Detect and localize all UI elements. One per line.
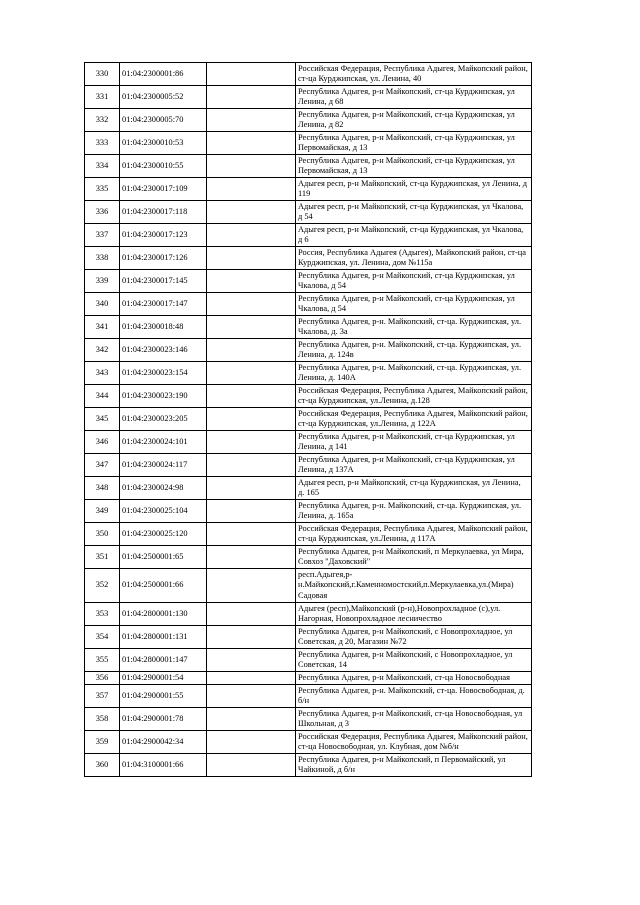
empty-cell: [207, 63, 296, 86]
row-number: 338: [85, 247, 120, 270]
cadastral-number: 01:04:2300017:123: [120, 224, 207, 247]
cadastral-number: 01:04:2500001:66: [120, 569, 207, 603]
row-number: 334: [85, 155, 120, 178]
table-row: [85, 155, 532, 178]
cadastral-number: 01:04:2800001:147: [120, 649, 207, 672]
address: респ.Адыгея,р-н.Майкопский,г.Каменномостский,п.Меркулаевка,ул.(Мира) Садовая: [296, 569, 532, 603]
cadastral-number: 01:04:2300018:48: [120, 316, 207, 339]
table-row: [85, 362, 532, 385]
table-row: [85, 63, 532, 86]
cadastral-number: 01:04:2900001:55: [120, 685, 207, 708]
empty-cell: [207, 293, 296, 316]
cadastral-number: 01:04:2300023:146: [120, 339, 207, 362]
empty-cell: [207, 500, 296, 523]
empty-cell: [207, 454, 296, 477]
cadastral-number: 01:04:2300024:98: [120, 477, 207, 500]
address: Республика Адыгея, р-н Майкопский, с Новопрохладное, ул Советская, д 20, Магазин №72: [296, 626, 532, 649]
cadastral-number: 01:04:2300010:55: [120, 155, 207, 178]
table-row: [85, 731, 532, 754]
address: Адыгея респ, р-н Майкопский, ст-ца Курджипская, ул Чкалова, д 54: [296, 201, 532, 224]
row-number: 340: [85, 293, 120, 316]
empty-cell: [207, 603, 296, 626]
address: Россия, Республика Адыгея (Адыгея), Майкопский район, ст-ца Курджипская, ул. Ленина, дом №115а: [296, 247, 532, 270]
empty-cell: [207, 754, 296, 777]
row-number: 342: [85, 339, 120, 362]
empty-cell: [207, 270, 296, 293]
address: Российская Федерация, Республика Адыгея, Майкопский район, ст-ца Курджипская, ул.Ленина, д 117А: [296, 523, 532, 546]
row-number: 349: [85, 500, 120, 523]
address: Республика Адыгея, р-н Майкопский, ст-ца Курджипская, ул Ленина, д 137А: [296, 454, 532, 477]
cadastral-number: 01:04:2300025:120: [120, 523, 207, 546]
empty-cell: [207, 685, 296, 708]
empty-cell: [207, 546, 296, 569]
empty-cell: [207, 201, 296, 224]
table-row: [85, 247, 532, 270]
table-row: [85, 86, 532, 109]
parcel-table: [84, 62, 532, 777]
address: Республика Адыгея, р-н Майкопский, ст-ца Новосвободная, ул Школьная, д 3: [296, 708, 532, 731]
address: Республика Адыгея, р-н. Майкопский, ст-ца. Курджипская, ул. Ленина, д. 124в: [296, 339, 532, 362]
table-row: [85, 339, 532, 362]
address: Российская Федерация, Республика Адыгея, Майкопский район, ст-ца Курджипская, ул. Ленина, 40: [296, 63, 532, 86]
address: Республика Адыгея, р-н. Майкопский, ст-ца. Курджипская, ул. Чкалова, д. 3а: [296, 316, 532, 339]
row-number: 360: [85, 754, 120, 777]
empty-cell: [207, 569, 296, 603]
address: Адыгея респ, р-н Майкопский, ст-ца Курджипская, ул Ленина, д. 165: [296, 477, 532, 500]
table-row: [85, 408, 532, 431]
empty-cell: [207, 649, 296, 672]
cadastral-number: 01:04:2500001:65: [120, 546, 207, 569]
row-number: 332: [85, 109, 120, 132]
table-row: [85, 708, 532, 731]
empty-cell: [207, 224, 296, 247]
cadastral-number: 01:04:2300023:154: [120, 362, 207, 385]
row-number: 345: [85, 408, 120, 431]
cadastral-number: 01:04:2800001:130: [120, 603, 207, 626]
address: Республика Адыгея, р-н. Майкопский, ст-ца. Курджипская, ул. Ленина, д. 140А: [296, 362, 532, 385]
cadastral-number: 01:04:2300017:145: [120, 270, 207, 293]
row-number: 358: [85, 708, 120, 731]
row-number: 348: [85, 477, 120, 500]
address: Республика Адыгея, р-н Майкопский, ст-ца Курджипская, ул Первомайская, д 13: [296, 155, 532, 178]
table-row: [85, 201, 532, 224]
address: Республика Адыгея, р-н Майкопский, ст-ца Новосвободная: [296, 672, 532, 685]
empty-cell: [207, 132, 296, 155]
address: Республика Адыгея, р-н Майкопский, п Меркулаевка, ул Мира, Совхоз "Даховский": [296, 546, 532, 569]
table-row: [85, 626, 532, 649]
row-number: 343: [85, 362, 120, 385]
row-number: 330: [85, 63, 120, 86]
empty-cell: [207, 155, 296, 178]
row-number: 346: [85, 431, 120, 454]
empty-cell: [207, 523, 296, 546]
table-row: [85, 109, 532, 132]
address: Адыгея респ, р-н Майкопский, ст-ца Курджипская, ул Ленина, д 119: [296, 178, 532, 201]
cadastral-number: 01:04:2300010:53: [120, 132, 207, 155]
row-number: 359: [85, 731, 120, 754]
cadastral-number: 01:04:2300017:147: [120, 293, 207, 316]
table-row: [85, 132, 532, 155]
address: Российская Федерация, Республика Адыгея, Майкопский район, ст-ца Курджипская, ул.Ленина, д.128: [296, 385, 532, 408]
cadastral-number: 01:04:2300025:104: [120, 500, 207, 523]
cadastral-number: 01:04:2900001:54: [120, 672, 207, 685]
table-row: [85, 754, 532, 777]
empty-cell: [207, 362, 296, 385]
row-number: 339: [85, 270, 120, 293]
table-row: [85, 546, 532, 569]
empty-cell: [207, 708, 296, 731]
table-row: [85, 569, 532, 603]
empty-cell: [207, 247, 296, 270]
cadastral-number: 01:04:2300017:118: [120, 201, 207, 224]
table-row: [85, 454, 532, 477]
address: Республика Адыгея, р-н Майкопский, ст-ца Курджипская, ул Ленина, д 141: [296, 431, 532, 454]
row-number: 331: [85, 86, 120, 109]
table-row: [85, 672, 532, 685]
address: Республика Адыгея, р-н Майкопский, ст-ца Курджипская, ул Ленина, д 68: [296, 86, 532, 109]
cadastral-number: 01:04:2300023:205: [120, 408, 207, 431]
cadastral-number: 01:04:2300017:109: [120, 178, 207, 201]
address: Адыгея (респ),Майкопский (р-н),Новопрохладное (с),ул. Нагорная, Новопрохладное лесничество: [296, 603, 532, 626]
cadastral-number: 01:04:2300024:117: [120, 454, 207, 477]
address: Республика Адыгея, р-н. Майкопский, ст-ца. Курджипская, ул. Ленина, д. 165а: [296, 500, 532, 523]
cadastral-number: 01:04:2800001:131: [120, 626, 207, 649]
empty-cell: [207, 86, 296, 109]
cadastral-number: 01:04:2300005:52: [120, 86, 207, 109]
cadastral-number: 01:04:2300005:70: [120, 109, 207, 132]
row-number: 344: [85, 385, 120, 408]
table-row: [85, 523, 532, 546]
address: Российская Федерация, Республика Адыгея, Майкопский район, ст-ца Курджипская, ул.Ленина, д 122А: [296, 408, 532, 431]
empty-cell: [207, 408, 296, 431]
empty-cell: [207, 316, 296, 339]
table-row: [85, 316, 532, 339]
row-number: 357: [85, 685, 120, 708]
row-number: 353: [85, 603, 120, 626]
address: Республика Адыгея, р-н Майкопский, с Новопрохладное, ул Советская, 14: [296, 649, 532, 672]
address: Республика Адыгея, р-н Майкопский, ст-ца Курджипская, ул Чкалова, д 54: [296, 270, 532, 293]
cadastral-number: 01:04:2900001:78: [120, 708, 207, 731]
row-number: 350: [85, 523, 120, 546]
empty-cell: [207, 431, 296, 454]
address: Республика Адыгея, р-н Майкопский, п Первомайский, ул Чайкиной, д б/н: [296, 754, 532, 777]
address: Республика Адыгея, р-н Майкопский, ст-ца Курджипская, ул Чкалова, д 54: [296, 293, 532, 316]
table-row: [85, 685, 532, 708]
table-row: [85, 603, 532, 626]
address: Республика Адыгея, р-н Майкопский, ст-ца Курджипская, ул Ленина, д 82: [296, 109, 532, 132]
cadastral-number: 01:04:3100001:66: [120, 754, 207, 777]
empty-cell: [207, 731, 296, 754]
address: Республика Адыгея, р-н Майкопский, ст-ца Курджипская, ул Первомайская, д 13: [296, 132, 532, 155]
empty-cell: [207, 339, 296, 362]
table-row: [85, 178, 532, 201]
row-number: 333: [85, 132, 120, 155]
cadastral-number: 01:04:2300001:86: [120, 63, 207, 86]
table-row: [85, 270, 532, 293]
row-number: 336: [85, 201, 120, 224]
empty-cell: [207, 477, 296, 500]
address: Адыгея респ, р-н Майкопский, ст-ца Курджипская, ул Чкалова, д 6: [296, 224, 532, 247]
address: Республика Адыгея, р-н. Майкопский, ст-ца. Новосвободная, д. б/н: [296, 685, 532, 708]
table-row: [85, 649, 532, 672]
row-number: 352: [85, 569, 120, 603]
row-number: 356: [85, 672, 120, 685]
parcel-table-body: [85, 63, 532, 777]
table-row: [85, 385, 532, 408]
empty-cell: [207, 178, 296, 201]
empty-cell: [207, 385, 296, 408]
row-number: 337: [85, 224, 120, 247]
cadastral-number: 01:04:2900042:34: [120, 731, 207, 754]
row-number: 355: [85, 649, 120, 672]
row-number: 354: [85, 626, 120, 649]
cadastral-number: 01:04:2300017:126: [120, 247, 207, 270]
table-row: [85, 500, 532, 523]
empty-cell: [207, 626, 296, 649]
row-number: 341: [85, 316, 120, 339]
table-row: [85, 431, 532, 454]
table-row: [85, 477, 532, 500]
row-number: 335: [85, 178, 120, 201]
cadastral-number: 01:04:2300024:101: [120, 431, 207, 454]
empty-cell: [207, 109, 296, 132]
row-number: 347: [85, 454, 120, 477]
empty-cell: [207, 672, 296, 685]
table-row: [85, 224, 532, 247]
address: Российская Федерация, Республика Адыгея, Майкопский район, ст-ца Новосвободная, ул. Клубная, дом №б/н: [296, 731, 532, 754]
cadastral-number: 01:04:2300023:190: [120, 385, 207, 408]
row-number: 351: [85, 546, 120, 569]
table-row: [85, 293, 532, 316]
